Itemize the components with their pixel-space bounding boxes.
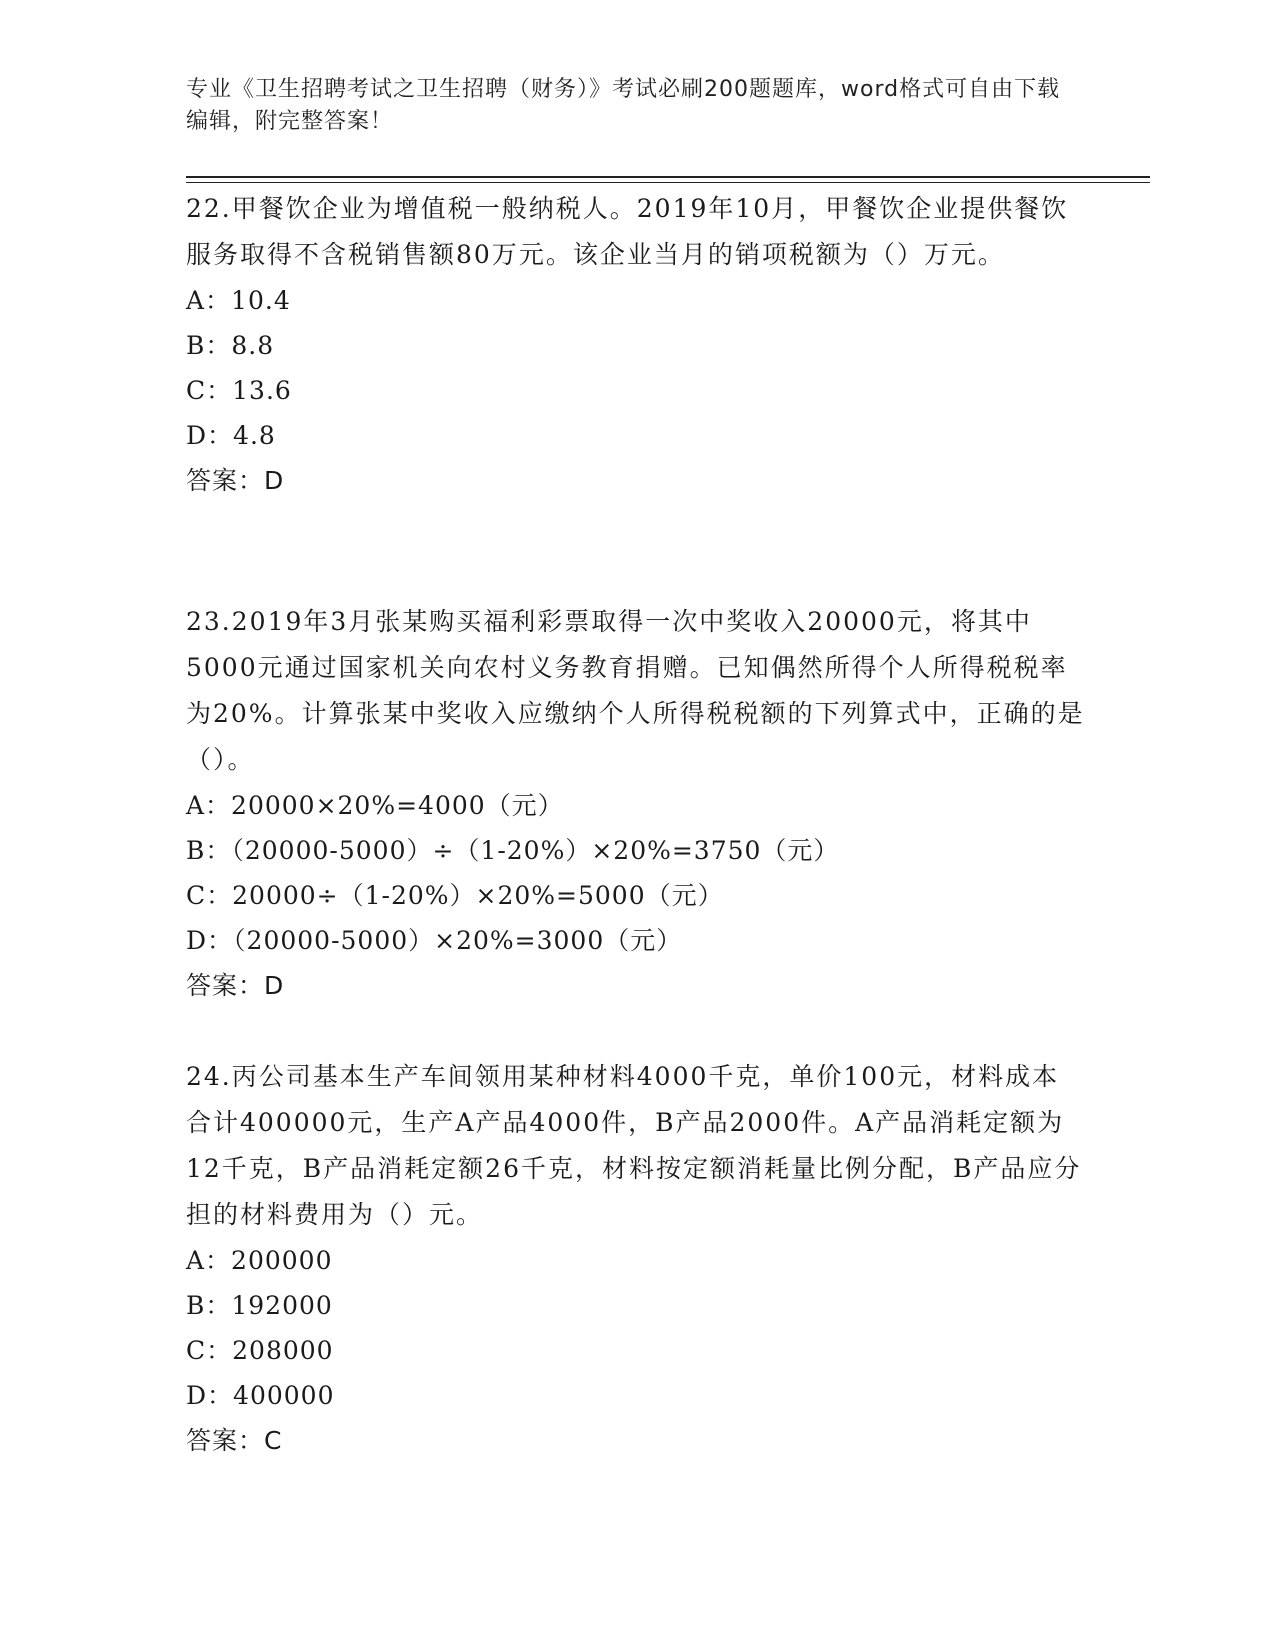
option-b: B：8.8 [186,331,275,360]
question-24 [186,1054,1086,1464]
option-b: B：（20000-5000）÷（1-20%）×20%=3750（元） [186,836,840,865]
answer-line: 答案：D [186,466,285,495]
header-divider-thick [186,176,1150,178]
question-stem: 22.甲餐饮企业为增值税一般纳税人。2019年10月，甲餐饮企业提供餐饮服务取得不含税销售额80万元。该企业当月的销项税额为（）万元。 [186,194,1069,269]
header-divider-thin [186,182,1150,183]
answer-line: 答案：C [186,1426,283,1455]
option-c: C：20000÷（1-20%）×20%=5000（元） [186,881,724,910]
document-header: 专业《卫生招聘考试之卫生招聘（财务）》考试必刷200题题库，word格式可自由下载编辑，附完整答案！ [186,77,1061,134]
option-d: D：（20000-5000）×20%=3000（元） [186,926,683,955]
option-a: A：20000×20%=4000（元） [186,791,564,820]
question-22 [186,186,1086,504]
option-a: A：200000 [186,1246,333,1275]
question-stem: 24.丙公司基本生产车间领用某种材料4000千克，单价100元，材料成本合计400000元，生产A产品4000件，B产品2000件。A产品消耗定额为12千克，B产品消耗定额26千克，材料按定额消耗量比例分配，B产品应分担的材料费用为（）元。 [186,1062,1082,1229]
option-c: C：208000 [186,1336,334,1365]
option-d: D：400000 [186,1381,335,1410]
option-c: C：13.6 [186,376,292,405]
question-stem: 23.2019年3月张某购买福利彩票取得一次中奖收入20000元，将其中5000元通过国家机关向农村义务教育捐赠。已知偶然所得个人所得税税率为20%。计算张某中奖收入应缴纳个人所得税税额的下列算式中，正确的是（）。 [186,607,1085,774]
question-23 [186,599,1086,1009]
option-a: A：10.4 [186,286,291,315]
option-d: D：4.8 [186,421,276,450]
answer-line: 答案：D [186,971,285,1000]
option-b: B：192000 [186,1291,333,1320]
